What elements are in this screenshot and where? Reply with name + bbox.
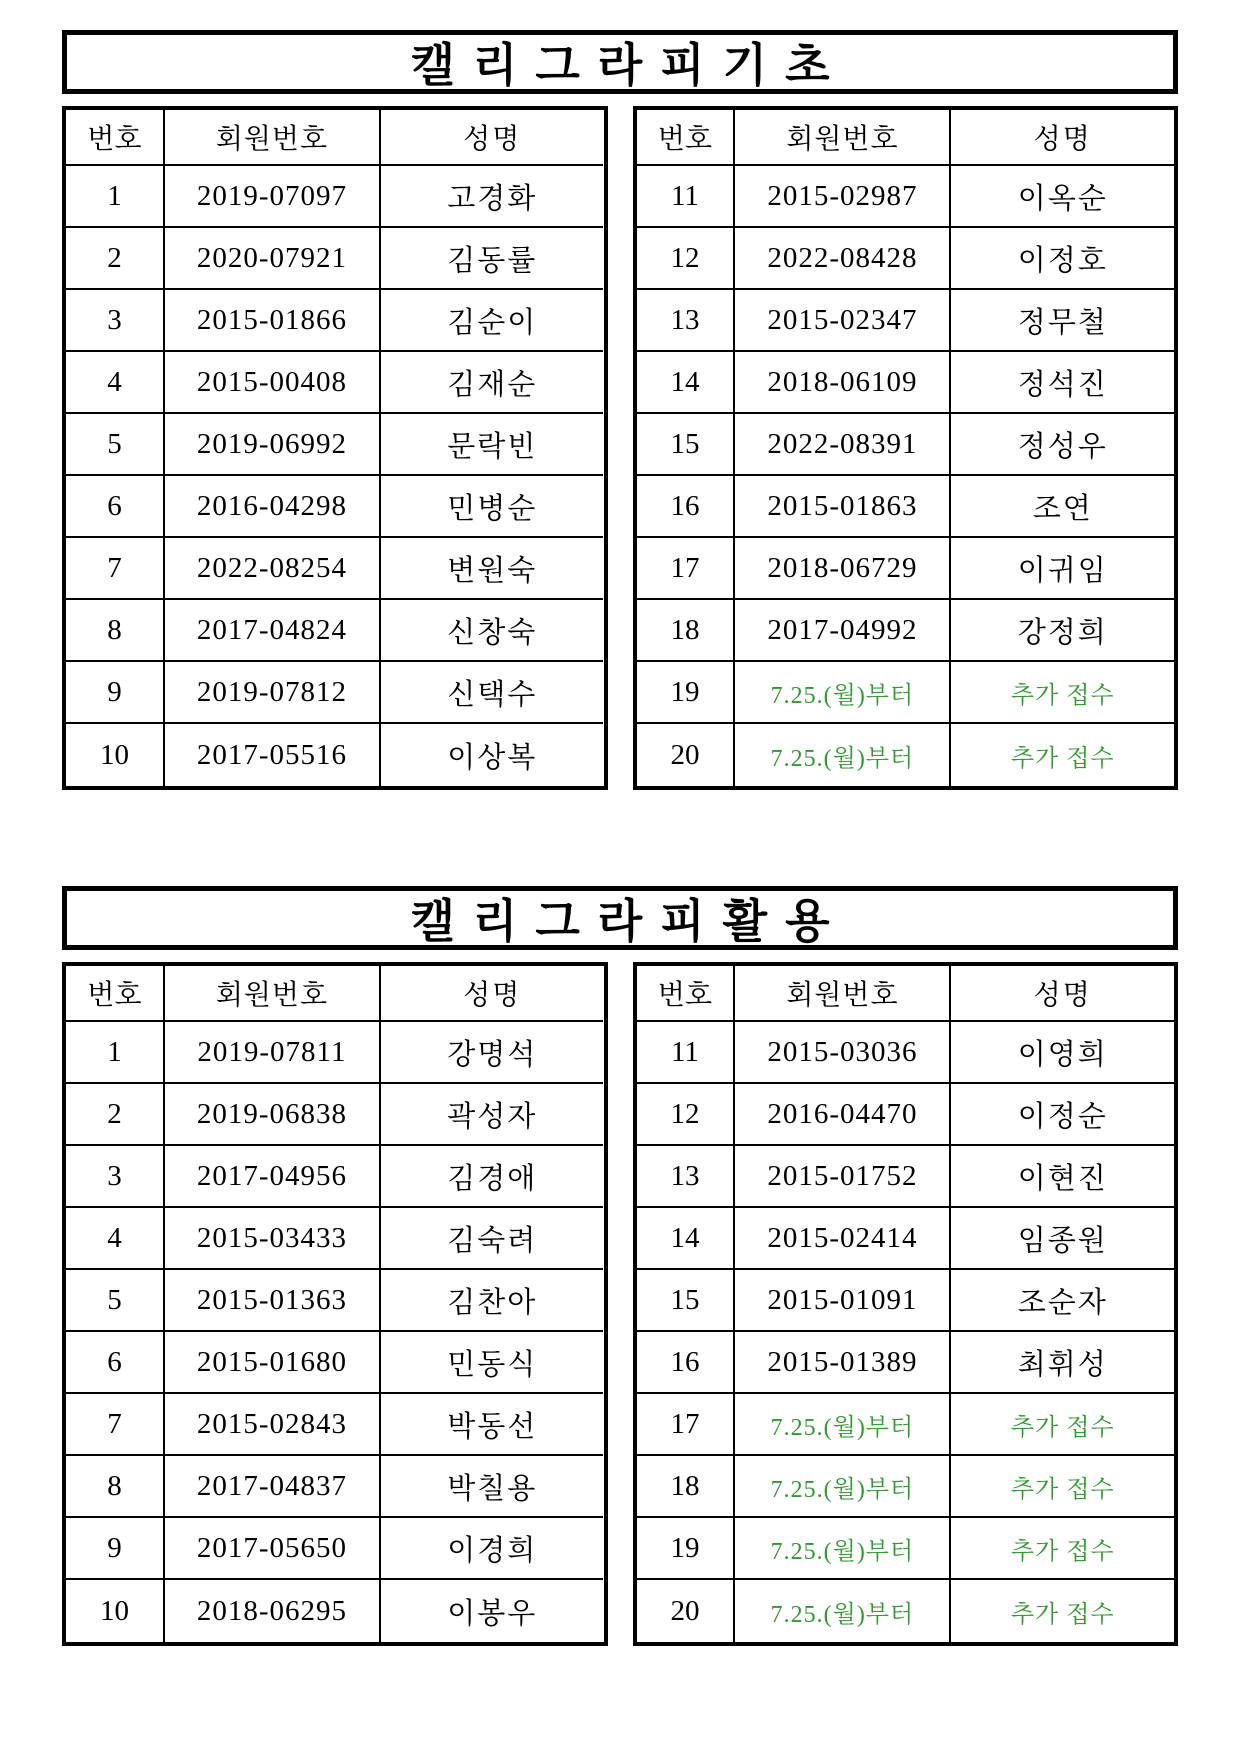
member-name-cell: 김재순 [381,352,604,414]
member-id-cell: 2015-00408 [165,352,381,414]
row-number-cell: 3 [66,1146,165,1208]
header-member-id: 회원번호 [165,110,381,166]
member-name-cell: 이경희 [381,1518,604,1580]
table-row [637,166,1175,228]
table-row [637,1580,1175,1642]
row-number-cell: 15 [637,1270,736,1332]
row-number-cell: 5 [66,1270,165,1332]
table-row [637,538,1175,600]
table-row [66,662,604,724]
member-name-cell: 강정희 [951,600,1174,662]
member-id-cell: 2017-04824 [165,600,381,662]
member-name-cell: 신택수 [381,662,604,724]
row-number-cell: 17 [637,1394,736,1456]
table-row [66,1394,604,1456]
section-calligraphy-application [62,886,1178,1646]
member-id-cell: 2015-01389 [735,1332,951,1394]
member-name-cell: 변원숙 [381,538,604,600]
row-number-cell: 10 [66,724,165,786]
member-id-cell: 2015-01363 [165,1270,381,1332]
member-id-cell: 2015-01091 [735,1270,951,1332]
member-name-cell: 곽성자 [381,1084,604,1146]
table-row [637,1146,1175,1208]
member-id-cell: 7.25.(월)부터 [735,1580,951,1642]
member-name-cell: 이현진 [951,1146,1174,1208]
row-number-cell: 19 [637,662,736,724]
table-row [637,1022,1175,1084]
row-number-cell: 13 [637,290,736,352]
member-id-cell: 2016-04298 [165,476,381,538]
table-row [637,476,1175,538]
member-id-cell: 2015-01866 [165,290,381,352]
table-row [637,352,1175,414]
table-row [66,1084,604,1146]
table-header-row [66,966,604,1022]
row-number-cell: 14 [637,1208,736,1270]
table-row [637,228,1175,290]
row-number-cell: 2 [66,1084,165,1146]
header-number: 번호 [66,110,165,166]
row-number-cell: 12 [637,1084,736,1146]
table-header-row [66,110,604,166]
member-name-cell: 추가 접수 [951,1394,1174,1456]
table-row [66,538,604,600]
member-name-cell: 김순이 [381,290,604,352]
member-id-cell: 2015-01863 [735,476,951,538]
row-number-cell: 15 [637,414,736,476]
roster-table-right [633,962,1179,1646]
row-number-cell: 8 [66,1456,165,1518]
member-id-cell: 2017-05650 [165,1518,381,1580]
row-number-cell: 20 [637,1580,736,1642]
table-header-row [637,110,1175,166]
row-number-cell: 7 [66,1394,165,1456]
member-id-cell: 2022-08391 [735,414,951,476]
member-name-cell: 이옥순 [951,166,1174,228]
member-id-cell: 2015-02414 [735,1208,951,1270]
member-id-cell: 2018-06109 [735,352,951,414]
table-row [66,1208,604,1270]
table-row [637,1208,1175,1270]
member-id-cell: 7.25.(월)부터 [735,1394,951,1456]
row-number-cell: 16 [637,476,736,538]
table-row [637,1270,1175,1332]
table-row [66,1518,604,1580]
table-row [66,1146,604,1208]
roster-table-right [633,106,1179,790]
member-id-cell: 2017-04837 [165,1456,381,1518]
table-row [66,290,604,352]
table-row [637,662,1175,724]
header-number: 번호 [637,110,736,166]
member-name-cell: 김경애 [381,1146,604,1208]
roster-table-left [62,962,608,1646]
member-name-cell: 문락빈 [381,414,604,476]
member-name-cell: 고경화 [381,166,604,228]
row-number-cell: 6 [66,1332,165,1394]
table-body [637,166,1175,786]
header-member-id: 회원번호 [735,110,951,166]
member-id-cell: 2015-02843 [165,1394,381,1456]
table-row [637,290,1175,352]
header-name: 성명 [951,966,1174,1022]
header-name: 성명 [951,110,1174,166]
header-name: 성명 [381,966,604,1022]
member-id-cell: 7.25.(월)부터 [735,1456,951,1518]
member-name-cell: 추가 접수 [1010,745,1115,772]
row-number-cell: 2 [66,228,165,290]
member-name-cell: 이정순 [951,1084,1174,1146]
member-id-cell: 2018-06729 [735,538,951,600]
row-number-cell: 18 [637,600,736,662]
row-number-cell: 4 [66,352,165,414]
member-name-cell: 추가 접수 [951,1518,1174,1580]
member-id-cell: 2015-02347 [735,290,951,352]
table-row [66,600,604,662]
section-title: 캘리그라피활용 [62,886,1178,950]
table-row [66,476,604,538]
header-member-id: 회원번호 [165,966,381,1022]
member-name-cell: 이정호 [951,228,1174,290]
member-id-cell: 2019-07811 [165,1022,381,1084]
row-number-cell: 5 [66,414,165,476]
row-number-cell: 18 [637,1456,736,1518]
row-number-cell: 11 [637,1022,736,1084]
member-name-cell: 이상복 [447,741,538,774]
member-id-cell: 2019-07097 [165,166,381,228]
table-row [66,1456,604,1518]
member-name-cell: 민동식 [381,1332,604,1394]
row-number-cell: 1 [66,1022,165,1084]
member-id-cell: 2017-04992 [735,600,951,662]
member-id-cell: 2017-05516 [165,724,381,786]
row-number-cell: 19 [637,1518,736,1580]
row-number-cell: 11 [637,166,736,228]
member-name-cell: 박동선 [381,1394,604,1456]
table-row [637,1456,1175,1518]
member-id-cell: 2017-04956 [165,1146,381,1208]
member-id-cell: 2019-06992 [165,414,381,476]
member-id-cell: 2019-06838 [165,1084,381,1146]
member-id-cell: 2019-07812 [165,662,381,724]
member-id-cell: 2015-01752 [735,1146,951,1208]
member-id-cell: 2015-03433 [165,1208,381,1270]
member-name-cell: 강명석 [381,1022,604,1084]
member-id-cell: 2020-07921 [165,228,381,290]
member-name-cell: 김숙려 [381,1208,604,1270]
table-row [66,724,604,786]
member-name-cell: 추가 접수 [951,1456,1174,1518]
member-id-cell: 2015-03036 [735,1022,951,1084]
row-number-cell: 8 [66,600,165,662]
table-row [66,166,604,228]
table-row [637,1332,1175,1394]
table-body [66,166,604,786]
member-id-cell: 2022-08428 [735,228,951,290]
header-member-id: 회원번호 [735,966,951,1022]
row-number-cell: 7 [66,538,165,600]
row-number-cell: 6 [66,476,165,538]
table-row [66,414,604,476]
row-number-cell: 1 [66,166,165,228]
member-name-cell: 민병순 [381,476,604,538]
section-title: 캘리그라피기초 [62,30,1178,94]
member-name-cell: 정무철 [951,290,1174,352]
header-number: 번호 [637,966,736,1022]
member-name-cell: 최휘성 [951,1332,1174,1394]
table-row [637,414,1175,476]
table-row [637,1084,1175,1146]
header-number: 번호 [66,966,165,1022]
table-row [66,228,604,290]
roster-tables [62,106,1178,790]
row-number-cell: 17 [637,538,736,600]
row-number-cell: 3 [66,290,165,352]
table-row [66,1022,604,1084]
table-header-row [637,966,1175,1022]
member-name-cell: 정성우 [951,414,1174,476]
member-id-cell: 2015-02987 [735,166,951,228]
member-name-cell: 추가 접수 [951,662,1174,724]
member-name-cell: 김동률 [381,228,604,290]
row-number-cell: 9 [66,662,165,724]
table-row [637,1394,1175,1456]
member-name-cell: 추가 접수 [1010,1601,1115,1628]
roster-tables [62,962,1178,1646]
roster-table-left [62,106,608,790]
member-name-cell: 정석진 [951,352,1174,414]
member-name-cell: 박칠용 [381,1456,604,1518]
row-number-cell: 10 [66,1580,165,1642]
table-body [66,1022,604,1642]
member-name-cell: 이귀임 [951,538,1174,600]
section-calligraphy-basics [62,30,1178,790]
table-row [66,1332,604,1394]
row-number-cell: 4 [66,1208,165,1270]
table-row [66,1580,604,1642]
member-id-cell: 2018-06295 [165,1580,381,1642]
row-number-cell: 20 [637,724,736,786]
member-name-cell: 이영희 [951,1022,1174,1084]
member-id-cell: 7.25.(월)부터 [735,1518,951,1580]
member-name-cell: 조순자 [951,1270,1174,1332]
row-number-cell: 13 [637,1146,736,1208]
member-name-cell: 임종원 [951,1208,1174,1270]
row-number-cell: 16 [637,1332,736,1394]
member-id-cell: 2022-08254 [165,538,381,600]
table-row [66,1270,604,1332]
row-number-cell: 9 [66,1518,165,1580]
member-id-cell: 7.25.(월)부터 [735,724,951,786]
table-row [637,724,1175,786]
table-row [637,1518,1175,1580]
table-body [637,1022,1175,1642]
member-id-cell: 2016-04470 [735,1084,951,1146]
table-row [637,600,1175,662]
member-id-cell: 2015-01680 [165,1332,381,1394]
row-number-cell: 12 [637,228,736,290]
row-number-cell: 14 [637,352,736,414]
table-row [66,352,604,414]
member-id-cell: 7.25.(월)부터 [735,662,951,724]
member-name-cell: 이봉우 [447,1597,538,1630]
header-name: 성명 [381,110,604,166]
member-name-cell: 김찬아 [381,1270,604,1332]
member-name-cell: 신창숙 [381,600,604,662]
member-name-cell: 조연 [951,476,1174,538]
